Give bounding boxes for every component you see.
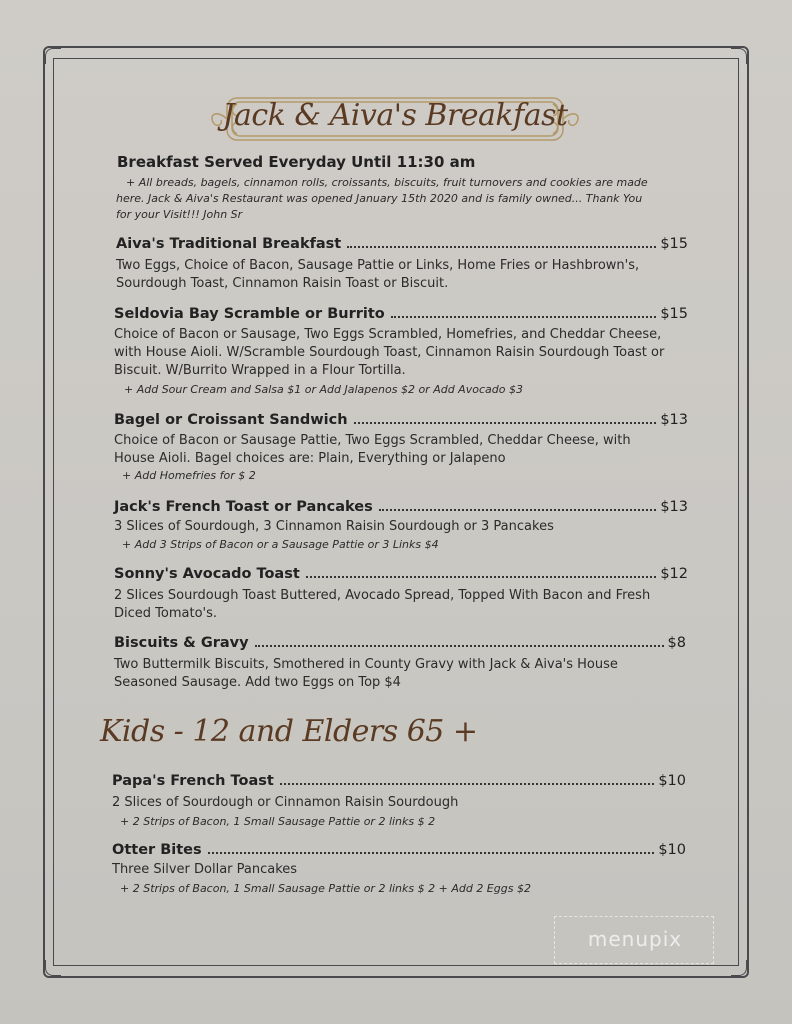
- description-line: Choice of Bacon or Sausage, Two Eggs Scrambled, Homefries, and Cheddar Cheese,: [114, 327, 662, 342]
- description-line: 2 Slices of Sourdough or Cinnamon Raisin Sourdough: [112, 795, 459, 810]
- menu-item-price: $10: [658, 842, 686, 858]
- menupix-watermark: [554, 916, 714, 964]
- border-corner-ornament: [45, 960, 61, 976]
- menu-item-name: Seldovia Bay Scramble or Burrito: [114, 306, 385, 322]
- menu-item-row: [112, 842, 686, 858]
- menu-item-name: Bagel or Croissant Sandwich: [114, 412, 348, 428]
- menu-item-price: $8: [667, 635, 686, 651]
- menu-item-description: [114, 326, 664, 380]
- description-line: with House Aioli. W/Scramble Sourdough Toast, Cinnamon Raisin Sourdough Toast or: [114, 345, 665, 360]
- description-line: House Aioli. Bagel choices are: Plain, Everything or Jalapeno: [114, 451, 506, 466]
- menu-item-row: [114, 306, 688, 322]
- leader-dots: [208, 852, 655, 854]
- menu-item-description: [112, 794, 458, 812]
- kids-elders-heading: Kids - 12 and Elders 65 +: [100, 714, 478, 749]
- menu-item-name: Biscuits & Gravy: [114, 635, 249, 651]
- menu-item-description: [114, 432, 631, 468]
- leader-dots: [391, 316, 657, 318]
- menu-item-addon: + 2 Strips of Bacon, 1 Small Sausage Pattie or 2 links $ 2: [120, 815, 436, 828]
- menu-item-row: [114, 566, 688, 582]
- menu-item-price: $15: [660, 236, 688, 252]
- intro-note-line: for your Visit!!! John Sr: [116, 208, 243, 221]
- menu-item-description: [112, 861, 297, 879]
- menu-item-addon: + Add Sour Cream and Salsa $1 or Add Jalapenos $2 or Add Avocado $3: [124, 383, 523, 396]
- leader-dots: [354, 422, 657, 424]
- watermark-text: menupix: [587, 927, 683, 951]
- leader-dots: [280, 783, 654, 785]
- menu-item-price: $10: [658, 773, 686, 789]
- leader-dots: [379, 509, 657, 511]
- menu-item-description: [114, 656, 618, 692]
- menu-item-description: [114, 587, 650, 623]
- description-line: Two Eggs, Choice of Bacon, Sausage Pattie or Links, Home Fries or Hashbrown's,: [116, 258, 640, 273]
- intro-note-line: here. Jack & Aiva's Restaurant was opened January 15th 2020 and is family owned... Thank You: [116, 192, 643, 205]
- menu-item-price: $13: [660, 499, 688, 515]
- description-line: 3 Slices of Sourdough, 3 Cinnamon Raisin Sourdough or 3 Pancakes: [114, 519, 554, 534]
- menu-item-price: $12: [660, 566, 688, 582]
- menu-item-description: [114, 518, 554, 536]
- menu-item-row: [114, 499, 688, 515]
- description-line: Three Silver Dollar Pancakes: [112, 862, 298, 877]
- menu-item-row: [114, 635, 686, 651]
- description-line: Diced Tomato's.: [114, 606, 217, 621]
- menu-item-name: Aiva's Traditional Breakfast: [116, 236, 342, 252]
- menu-item-row: [112, 773, 686, 789]
- restaurant-title: Jack & Aiva's Breakfast: [222, 98, 568, 133]
- menu-item-price: $13: [660, 412, 688, 428]
- leader-dots: [347, 246, 656, 248]
- border-corner-ornament: [731, 960, 747, 976]
- title-banner: [207, 92, 583, 146]
- description-line: Seasoned Sausage. Add two Eggs on Top $4: [114, 675, 401, 690]
- menu-item-description: [116, 257, 639, 293]
- menu-item-price: $15: [660, 306, 688, 322]
- menu-item-addon: + Add Homefries for $ 2: [122, 469, 256, 482]
- description-line: Choice of Bacon or Sausage Pattie, Two Eggs Scrambled, Cheddar Cheese, with: [114, 433, 631, 448]
- breakfast-hours-heading: Breakfast Served Everyday Until 11:30 am: [117, 153, 476, 171]
- intro-note: [116, 175, 686, 223]
- description-line: Two Buttermilk Biscuits, Smothered in County Gravy with Jack & Aiva's House: [114, 657, 618, 672]
- menu-item-name: Sonny's Avocado Toast: [114, 566, 300, 582]
- menu-item-name: Otter Bites: [112, 842, 202, 858]
- leader-dots: [306, 576, 657, 578]
- leader-dots: [255, 645, 664, 647]
- description-line: Sourdough Toast, Cinnamon Raisin Toast or Biscuit.: [116, 276, 449, 291]
- intro-note-line: + All breads, bagels, cinnamon rolls, croissants, biscuits, fruit turnovers and cookies are made: [126, 176, 648, 189]
- description-line: 2 Slices Sourdough Toast Buttered, Avocado Spread, Topped With Bacon and Fresh: [114, 588, 651, 603]
- border-corner-ornament: [731, 48, 747, 64]
- description-line: Biscuit. W/Burrito Wrapped in a Flour Tortilla.: [114, 363, 406, 378]
- menu-item-name: Papa's French Toast: [112, 773, 274, 789]
- menu-item-addon: + Add 3 Strips of Bacon or a Sausage Pattie or 3 Links $4: [122, 538, 439, 551]
- menu-item-row: [114, 412, 688, 428]
- border-corner-ornament: [45, 48, 61, 64]
- menu-item-addon: + 2 Strips of Bacon, 1 Small Sausage Pattie or 2 links $ 2 + Add 2 Eggs $2: [120, 882, 531, 895]
- menu-item-row: [116, 236, 688, 252]
- menu-item-name: Jack's French Toast or Pancakes: [114, 499, 373, 515]
